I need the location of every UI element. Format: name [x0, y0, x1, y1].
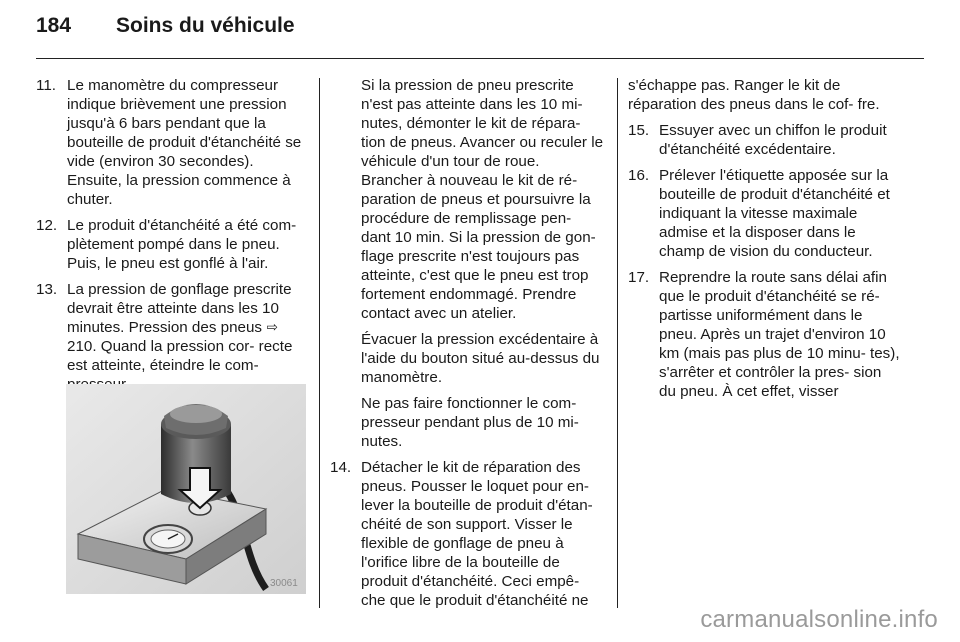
step-number: 16.	[628, 167, 650, 184]
step-14	[330, 458, 604, 610]
step-12	[36, 216, 306, 273]
step-text: Le produit d'étanchéité a été com- plètement pompé dans le pneu. Puis, le pneu est gonflé à l'air.	[67, 217, 297, 272]
column-2	[330, 76, 604, 617]
step-16	[628, 166, 902, 261]
figure-id: 30061	[270, 578, 298, 589]
step-text: Détacher le kit de réparation des pneus. Pousser le loquet pour en- lever la bouteille de produit d'étan- chéité de son support. Visser le flexible de gonflage de pneu à l'orifice libre de la bouteille de produit d'étanchéité. Ceci empê- che que le produit d'étanchéité ne	[361, 459, 593, 609]
step-number: 13.	[36, 281, 58, 298]
step-text	[67, 280, 306, 394]
step-number: 14.	[330, 459, 352, 476]
step-text-before-ref: La pression de gonflage prescrite devrait être atteinte dans les 10 minutes. Pression des pneus	[67, 281, 292, 336]
column-3	[628, 76, 902, 408]
continuation-text: s'échappe pas. Ranger le kit de réparation des pneus dans le cof- fre.	[628, 77, 880, 113]
page-header	[36, 14, 295, 50]
page-reference-icon[interactable]: ⇨	[266, 319, 279, 336]
step-number: 11.	[36, 77, 56, 94]
step-13	[36, 280, 306, 394]
step-number: 15.	[628, 122, 650, 139]
column-1	[36, 76, 306, 401]
header-rule	[36, 58, 924, 59]
paragraph: Ne pas faire fonctionner le com- presseur pendant plus de 10 mi- nutes.	[361, 395, 579, 450]
compressor-illustration	[66, 384, 306, 594]
step-text-after-ref: 210. Quand la pression cor- recte est atteinte, éteindre le com-	[67, 338, 293, 374]
watermark: carmanualsonline.info	[700, 606, 938, 633]
column-separator	[617, 78, 618, 608]
step-text: Essuyer avec un chiffon le produit d'étanchéité excédentaire.	[659, 122, 887, 158]
column-separator	[319, 78, 320, 608]
step-15	[628, 121, 902, 159]
step-11	[36, 76, 306, 209]
step-text: Reprendre la route sans délai afin que le produit d'étanchéité se ré- partisse uniformément dans le pneu. Après un trajet d'environ 10 km (mais pas plus de 10 minu- tes), s'arrêter et contrôler la pres- sion du pneu. À cet effet, visser	[659, 269, 900, 400]
paragraph: Si la pression de pneu prescrite n'est pas atteinte dans les 10 mi- nutes, démonter le kit de répara- tion de pneus. Avancer ou reculer le véhicule d'un tour de roue. Brancher à nouveau le kit de ré- paration de pneus et poursuivre la procédure de remplissage pen- dant 10 min. Si la pression de gon- flage prescrite n'est toujours pas atteinte, c'est que le pneu est trop fortement endommagé. Prendre contact avec un atelier.	[361, 77, 604, 322]
page-number: 184	[36, 14, 72, 37]
paragraph: Évacuer la pression excédentaire à l'aide du bouton situé au-dessus du manomètre.	[361, 331, 600, 386]
step-number: 12.	[36, 217, 58, 234]
section-title: Soins du véhicule	[116, 14, 295, 37]
step-text: Le manomètre du compresseur indique brièvement une pression jusqu'à 6 bars pendant que la bouteille de produit d'étanchéité se vide (environ 30 secondes). Ensuite, la pression commence à chuter.	[67, 77, 302, 208]
step-number: 17.	[628, 269, 650, 286]
step-17	[628, 268, 902, 401]
step-text: Prélever l'étiquette apposée sur la bouteille de produit d'étanchéité et indiquant la vitesse maximale admise et la disposer dans le champ de vision du conducteur.	[659, 167, 890, 260]
